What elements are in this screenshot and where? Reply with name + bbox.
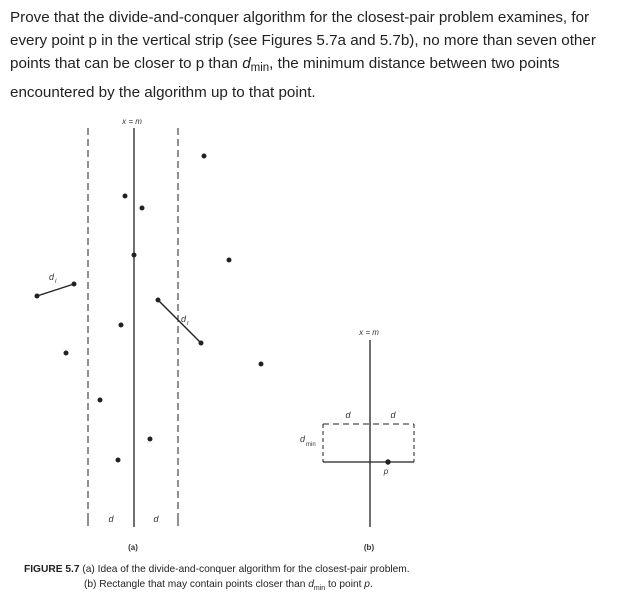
caption-line1-text: (a) Idea of the divide-and-conquer algorithm for the closest-pair problem. [82,564,410,575]
panel-label-b: (b) [363,543,375,552]
problem-text-before: Prove that the divide-and-conquer algorithm for the closest-pair problem examines, for every point p in the vertical strip (see Figures 5.7a and 5.7b), no more than seven other points that can be closer to p than [10,9,596,73]
svg-text:r: r [187,321,189,327]
point-p [386,460,390,464]
line-label-a: x = m [122,117,142,126]
dr-endpoint [156,298,160,302]
point [119,323,123,327]
svg-text:d: d [49,272,55,282]
point [64,351,68,355]
caption-dmin-var: d [308,579,314,590]
p-label: p [383,467,389,476]
figure-b [323,340,414,527]
figure-a [35,128,263,527]
dmin-symbol: d [242,55,251,73]
dmin-subscript: min [250,62,270,75]
d-left-label-a: d [108,514,114,524]
dl-segment [37,284,74,296]
dl-label [49,272,57,285]
problem-text-after: , the minimum distance between two points encountered by the algorithm up to that point. [10,55,560,101]
panel-label-a: (a) [128,543,138,552]
point [116,458,120,462]
caption-point-p: p [364,579,370,590]
line-label-b: x = m [359,328,379,337]
point [132,253,136,257]
caption-line2-mid: to point [325,579,365,590]
d-right-label-a: d [153,514,159,524]
dl-endpoint [35,294,39,298]
caption-line-2 [24,577,614,596]
point [148,437,152,441]
point [227,258,231,262]
caption-line2-prefix: (b) Rectangle that may contain points closer than [84,579,309,590]
caption-line2-end: . [369,579,373,590]
dr-endpoint [199,341,203,345]
svg-text:d: d [181,314,187,324]
d-left-label-b: d [345,410,351,420]
dl-endpoint [72,282,76,286]
point [98,398,102,402]
point [140,206,144,210]
point [202,154,206,158]
dr-segment [158,300,201,343]
dmin-label-b [300,434,316,448]
caption-dmin-sub: min [313,585,326,593]
svg-text:l: l [55,279,57,285]
figure-caption [24,562,614,596]
svg-text:d: d [300,434,306,444]
caption-line-1 [24,562,614,577]
point [123,194,127,198]
caption-fig-label: FIGURE 5.7 [24,564,80,575]
d-right-label-b: d [390,410,396,420]
svg-text:min: min [306,442,316,448]
point [259,362,263,366]
